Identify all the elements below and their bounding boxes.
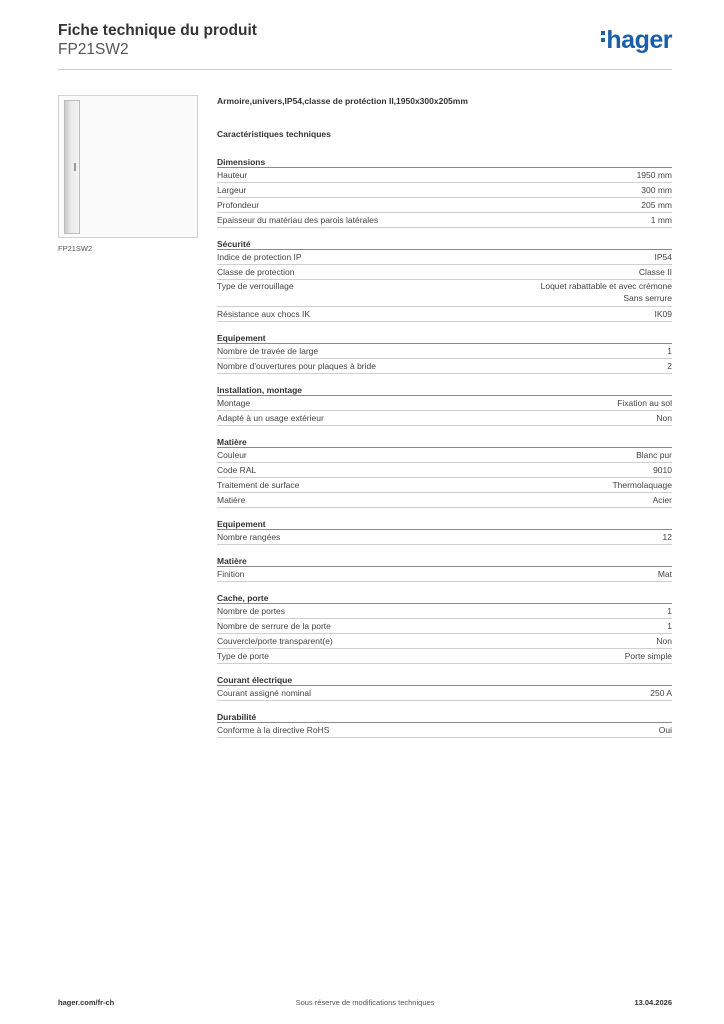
- section-title: Sécurité: [217, 238, 672, 250]
- spec-label: Adapté à un usage extérieur: [217, 413, 324, 423]
- spec-label: Epaisseur du matériau des parois latérales: [217, 215, 379, 225]
- spec-row: [217, 493, 672, 508]
- spec-value: 2: [667, 361, 672, 371]
- spec-value-line: Loquet rabattable et avec crémone: [540, 281, 672, 291]
- spec-label: Couleur: [217, 450, 247, 460]
- spec-value: 1: [667, 346, 672, 356]
- spec-row: [217, 183, 672, 198]
- spec-label: Indice de protection IP: [217, 252, 302, 262]
- spec-row: [217, 686, 672, 701]
- spec-section: [217, 238, 672, 322]
- logo-dots-icon: [601, 28, 605, 45]
- spec-row: [217, 396, 672, 411]
- hager-logo: [601, 26, 672, 55]
- spec-section: [217, 555, 672, 582]
- spec-value: [541, 281, 672, 304]
- page-header: [58, 22, 672, 70]
- spec-value: 1950 mm: [636, 170, 672, 180]
- spec-row: [217, 213, 672, 228]
- spec-value: 300 mm: [641, 185, 672, 195]
- spec-row: [217, 168, 672, 183]
- spec-value: IP54: [654, 252, 672, 262]
- product-details: [217, 96, 672, 748]
- spec-label: Montage: [217, 398, 251, 408]
- section-title: Matière: [217, 436, 672, 448]
- spec-row: [217, 344, 672, 359]
- spec-label: Largeur: [217, 185, 247, 195]
- spec-label: Nombre de travée de large: [217, 346, 319, 356]
- spec-label: Résistance aux chocs IK: [217, 309, 311, 319]
- spec-row: [217, 448, 672, 463]
- characteristics-title: Caractéristiques techniques: [217, 129, 331, 139]
- spec-label: Couvercle/porte transparent(e): [217, 636, 333, 646]
- image-caption: FP21SW2: [58, 244, 93, 253]
- spec-row: [217, 280, 672, 307]
- spec-value: Classe II: [638, 267, 672, 277]
- spec-row: [217, 463, 672, 478]
- spec-row: [217, 265, 672, 280]
- spec-row: [217, 478, 672, 493]
- section-title: Cache, porte: [217, 592, 672, 604]
- spec-value: 1 mm: [650, 215, 672, 225]
- spec-label: Traitement de surface: [217, 480, 300, 490]
- spec-section: [217, 156, 672, 228]
- spec-value: Acier: [652, 495, 672, 505]
- spec-label: Nombre d'ouvertures pour plaques à bride: [217, 361, 376, 371]
- spec-label: Code RAL: [217, 465, 257, 475]
- spec-label: Finition: [217, 569, 245, 579]
- spec-label: Classe de protection: [217, 267, 295, 277]
- spec-section: [217, 436, 672, 508]
- spec-value: 205 mm: [641, 200, 672, 210]
- spec-value: Mat: [657, 569, 672, 579]
- page-footer: [58, 998, 672, 1010]
- section-title: Matière: [217, 555, 672, 567]
- spec-value: Blanc pur: [636, 450, 672, 460]
- spec-label: Type de verrouillage: [217, 281, 294, 291]
- product-reference: FP21SW2: [58, 41, 129, 58]
- spec-value: Thermolaquage: [612, 480, 672, 490]
- spec-value: Porte simple: [624, 651, 672, 661]
- section-title: Equipement: [217, 518, 672, 530]
- spec-section: [217, 674, 672, 701]
- logo-text: hager: [606, 26, 672, 54]
- spec-value: Non: [656, 413, 672, 423]
- spec-row: [217, 619, 672, 634]
- spec-section: [217, 332, 672, 374]
- spec-row: [217, 250, 672, 265]
- spec-value: Fixation au sol: [617, 398, 672, 408]
- spec-section: [217, 518, 672, 545]
- spec-row: [217, 649, 672, 664]
- spec-label: Nombre rangées: [217, 532, 281, 542]
- spec-row: [217, 307, 672, 322]
- spec-row: [217, 359, 672, 374]
- spec-value: Non: [656, 636, 672, 646]
- spec-label: Profondeur: [217, 200, 260, 210]
- section-title: Dimensions: [217, 156, 672, 168]
- spec-value-line: Sans serrure: [623, 292, 672, 303]
- spec-section: [217, 592, 672, 664]
- footer-note: Sous réserve de modifications techniques: [295, 998, 435, 1007]
- spec-value: 1: [667, 606, 672, 616]
- spec-row: [217, 567, 672, 582]
- spec-row: [217, 604, 672, 619]
- section-title: Equipement: [217, 332, 672, 344]
- footer-date: 13.04.2026: [634, 998, 672, 1007]
- spec-value: 9010: [653, 465, 672, 475]
- spec-value: 250 A: [650, 688, 672, 698]
- spec-row: [217, 411, 672, 426]
- spec-label: Nombre de portes: [217, 606, 286, 616]
- spec-label: Nombre de serrure de la porte: [217, 621, 331, 631]
- spec-section: [217, 711, 672, 738]
- section-title: Courant électrique: [217, 674, 672, 686]
- characteristics-sections: [217, 156, 672, 738]
- spec-row: [217, 530, 672, 545]
- spec-value: 1: [667, 621, 672, 631]
- spec-label: Hauteur: [217, 170, 248, 180]
- spec-row: [217, 634, 672, 649]
- spec-row: [217, 723, 672, 738]
- spec-row: [217, 198, 672, 213]
- spec-value: Oui: [658, 725, 672, 735]
- section-title: Durabilité: [217, 711, 672, 723]
- spec-label: Conforme à la directive RoHS: [217, 725, 330, 735]
- product-image: [58, 95, 198, 238]
- spec-label: Matière: [217, 495, 246, 505]
- cabinet-icon: [64, 100, 80, 234]
- spec-section: [217, 384, 672, 426]
- spec-value: 12: [662, 532, 672, 542]
- page-title: Fiche technique du produit: [58, 22, 257, 39]
- footer-url-link[interactable]: hager.com/fr-ch: [58, 998, 115, 1007]
- spec-label: Courant assigné nominal: [217, 688, 312, 698]
- spec-value: IK09: [654, 309, 672, 319]
- product-description: Armoire,univers,IP54,classe de protéction II,1950x300x205mm: [217, 96, 468, 106]
- section-title: Installation, montage: [217, 384, 672, 396]
- spec-label: Type de porte: [217, 651, 269, 661]
